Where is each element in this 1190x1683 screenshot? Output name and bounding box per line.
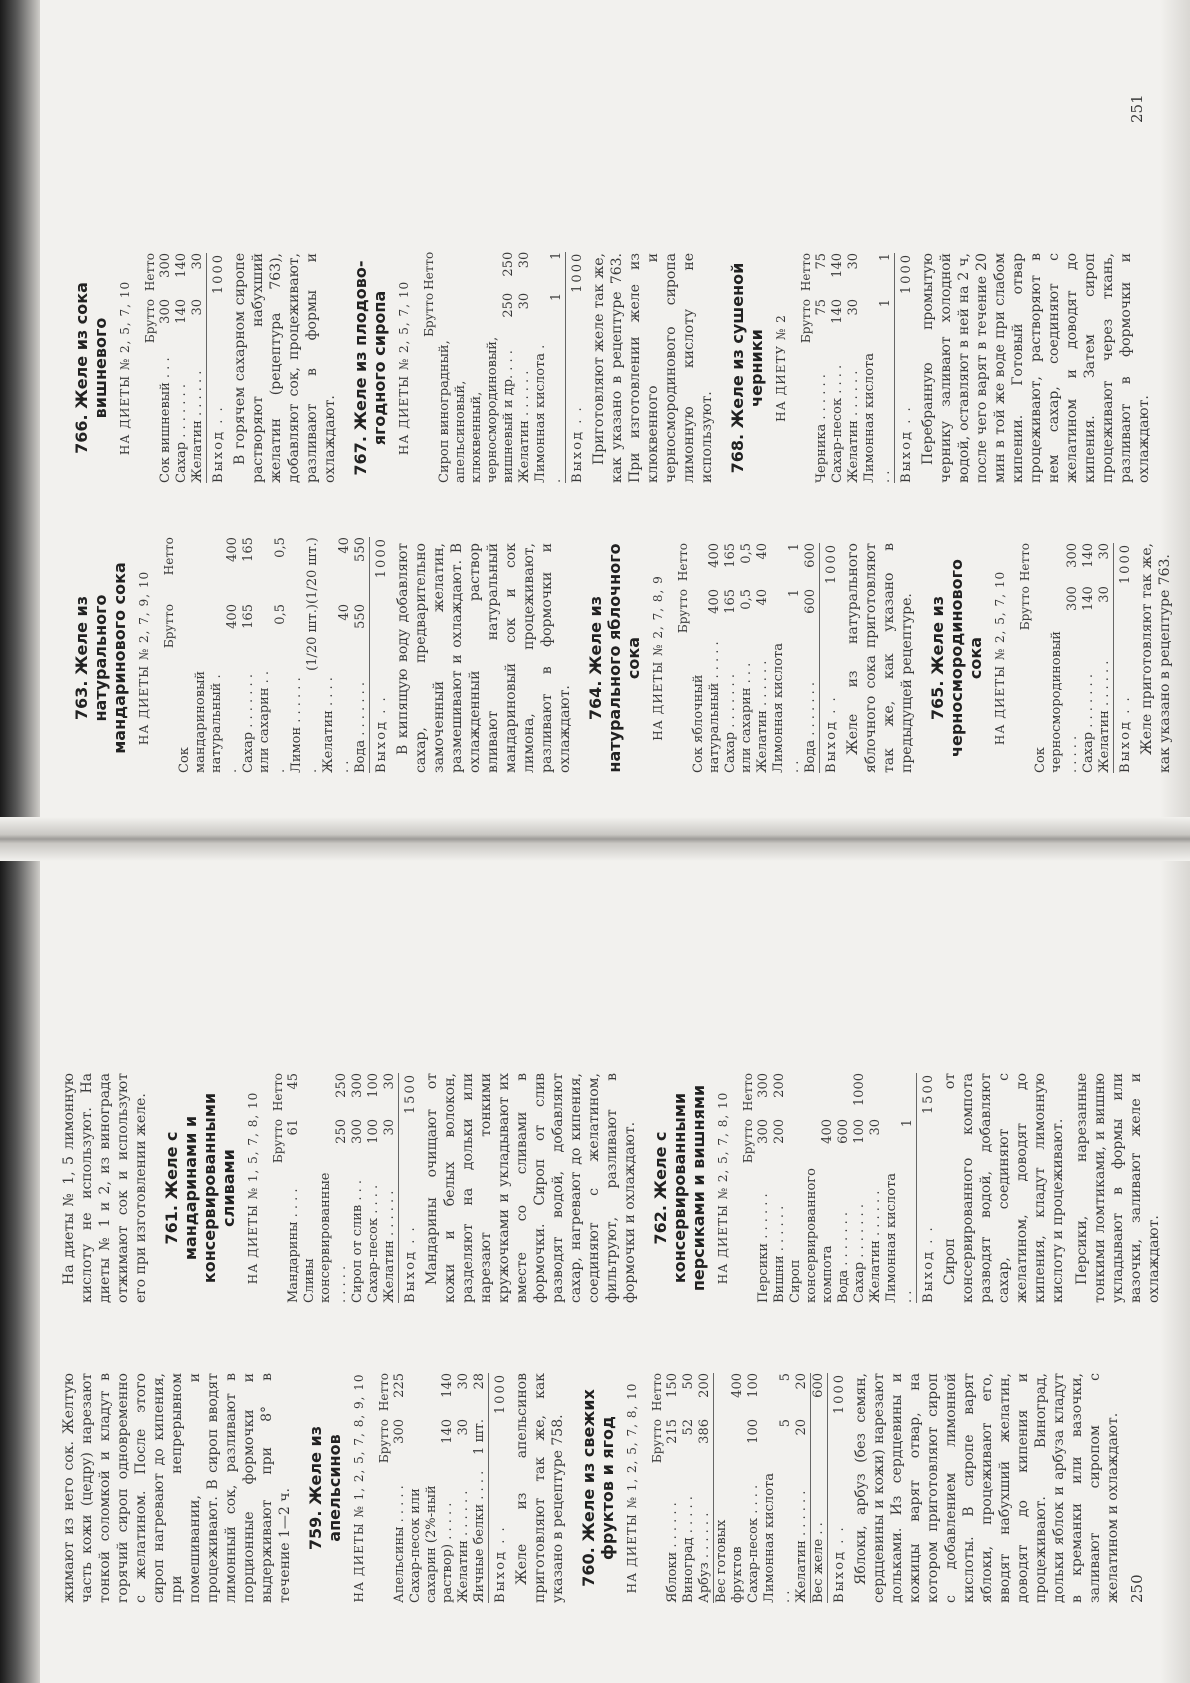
- table-row: Вода . . . . . . . 600 600: [803, 543, 818, 773]
- recipe-title: 760. Желе из свежих фруктов и ягод: [579, 1389, 617, 1587]
- table-row: Желатин . . . . . . 40 40: [755, 543, 770, 773]
- table-row: Персики . . . . . . 300 300: [756, 1073, 771, 1303]
- recipe-title: 761. Желе с мандаринами и консервированными сливами: [162, 1092, 238, 1284]
- recipe-761: [162, 1073, 639, 1303]
- recipe-text: Перебранную промытую чернику заливают холодной водой, оставляют в ней на 2 ч, после чего варят в течение 20 мин в той же воде при слабом кипении. Готовый отвар процеживают, растворяют в нем сахар, соединяют с желатином и доводят до кипения. Затем сироп процеживают через ткань, разливают в формочки и охлаждают.: [920, 253, 1152, 483]
- recipe-title: 767. Желе из плодово-ягодного сиропа: [351, 260, 389, 476]
- weight-row: Вес готовых фруктов 400: [714, 1373, 745, 1603]
- table-row: Желатин . . . . . . 30 30: [382, 1073, 397, 1303]
- table-header-row: Брутто Нетто: [676, 543, 690, 634]
- table-header-row: Брутто Нетто: [650, 1373, 664, 1464]
- recipe-763: [72, 537, 574, 773]
- table-row: Сироп виноградный, апельсиновый, клюквенный, черносмородиновый, вишневый и др. . . . 250 250: [437, 251, 516, 483]
- recipe-759: [306, 1373, 567, 1603]
- yield-row: Выход . . 1000: [820, 543, 841, 773]
- table-row: Сахар . . . . . . . 165 165: [241, 537, 256, 773]
- table-row: или сахарин . . . 0,5 0,5: [257, 537, 288, 773]
- ingredients-table: [142, 253, 227, 483]
- ingredients-table: [270, 1073, 419, 1303]
- jelly-weight-row: Вес желе . . 600: [811, 1373, 826, 1603]
- recipe-diets: НА ДИЕТЫ № 1, 2, 5, 7, 8, 10: [625, 1382, 639, 1594]
- recipe-text: Желе из натурального яблочного сока приготовляют так же, как указано в предыдущей рецептуре.: [845, 543, 915, 773]
- continued-paragraph: жимают из него сок. Желтую часть кожи (цедру) нарезают тонкой соломкой и кладут в горячий сироп одновременно с желатином. После этого сироп нагревают до кипения, при непрерывном помешивании, и процеживают. В сироп вводят лимонный сок, разливают в порционные формочки и выдерживают при 8° в течение 1—2 ч.: [61, 1373, 293, 1603]
- table-row: Сахар-песок . . . . 100 100: [366, 1073, 381, 1303]
- recipe-text: Персики, нарезанные тонкими ломтиками, и вишню укладывают в формы или вазочки, заливают желе и охлаждают.: [1074, 1073, 1162, 1303]
- ingredients-table: [649, 1373, 848, 1603]
- table-row: Сироп от слив . . . 300 300: [350, 1073, 365, 1303]
- recipe-text: Сироп от консервированного компота разводят водой, добавляют сахар, соединяют с желатином, доводят до кипения, кладут лимонную кислоту и процеживают.: [942, 1073, 1066, 1303]
- recipe-diets: НА ДИЕТЫ № 2, 5, 7, 10: [118, 280, 132, 456]
- table-row: Черника . . . . . . 75 75: [814, 253, 829, 483]
- right-column-1: [60, 537, 1180, 773]
- table-row: Желатин . . . . . . 30: [868, 1119, 883, 1303]
- table-row: Вода . . . . . . . 550 550: [353, 537, 368, 773]
- left-column-1: [60, 1373, 1128, 1603]
- table-row: Лимонная кислота . . 1: [884, 1119, 915, 1303]
- table-row: Сок яблочный натуральный . . . . . 400 400: [691, 543, 722, 773]
- recipe-title: 766. Желе из сока вишневого: [72, 282, 110, 454]
- left-page: [0, 843, 1190, 1683]
- recipe-diets: НА ДИЕТЫ № 1, 5, 7, 8, 10: [246, 1091, 260, 1285]
- recipe-title: 763. Желе из натурального мандаринового сока: [72, 562, 129, 754]
- table-row: Желатин . . . . . . 30 30: [456, 1373, 471, 1603]
- table-row: Мандарины . . . . 61 45: [286, 1073, 301, 1303]
- table-row: Арбуз . . . . . . 386 200: [697, 1373, 712, 1603]
- table-row: Лимонная кислота . . 1 1: [533, 251, 564, 483]
- ingredients-table: [376, 1373, 509, 1603]
- table-row: Сахар-песок или сахарин (2%-ный раствор) . . . . . 140 140: [408, 1373, 455, 1603]
- recipe-title: 759. Желе из апельсинов: [306, 1425, 344, 1551]
- yield-row: Выход . . 1000: [828, 1373, 849, 1603]
- recipe-760: [579, 1373, 1122, 1603]
- table-row: Сливы консервированные . . . . . 250 250: [302, 1073, 349, 1303]
- ingredients-table: [1017, 543, 1134, 773]
- recipe-diets: НА ДИЕТЫ № 1, 2, 5, 7, 8, 9, 10: [352, 1373, 366, 1603]
- ingredients-table: [798, 253, 915, 483]
- table-row: Сахар . . . . . . . 140 140: [1081, 543, 1096, 773]
- recipe-762: [651, 1073, 1163, 1303]
- table-header-row: Брутто Нетто: [377, 1373, 391, 1464]
- table-row: Сироп консервированного компота 400: [788, 1119, 835, 1303]
- yield-row: Выход . . 1000: [370, 537, 391, 773]
- table-row: или сахарин . . . 0,5 0,5: [739, 543, 754, 773]
- yield-row: Выход . . 1000: [207, 253, 228, 483]
- table-row: Сок черносмородиновый . . . . . 300 300: [1033, 543, 1080, 773]
- table-row: Желатин . . . . . . 30 30: [1097, 543, 1112, 773]
- yield-row: Выход . . 1000: [489, 1373, 510, 1603]
- recipe-766: [72, 253, 339, 483]
- left-column-2: [60, 1073, 1169, 1303]
- recipe-768: [728, 253, 1153, 483]
- recipe-text: Приготовляют желе так же, как указано в рецептуре 763. При изготовлении желе из клюквенного и черносмородинового сиропа лимонную кислоту не используют.: [591, 253, 715, 483]
- table-header-row: Брутто Нетто: [741, 1073, 755, 1164]
- table-row: Сахар . . . . . . . 140 140: [174, 253, 189, 483]
- table-header-row: Брутто Нетто: [1018, 543, 1032, 631]
- table-row: Сахар . . . . . . . 100 1000: [852, 1073, 867, 1303]
- page-number: 250: [1128, 1574, 1146, 1603]
- table-row: Вода . . . . . . . 600: [836, 1119, 851, 1303]
- recipe-diets: НА ДИЕТЫ № 2, 5, 7, 10: [397, 280, 411, 456]
- ingredients-table: [161, 537, 390, 773]
- table-header-row: Брутто Нетто: [143, 253, 157, 344]
- table-row: Сок мандариновый натуральный . . 400 400: [177, 537, 240, 773]
- table-row: Апельсины . . . . . 300 225: [392, 1373, 407, 1603]
- table-row: Желатин . . . . . . 30 30: [846, 253, 861, 483]
- table-row: Лимонная кислота . . 1 1: [771, 543, 802, 773]
- recipe-text: Желе приготовляют так же, как указано в рецептуре 763.: [1139, 543, 1173, 773]
- table-row: Желатин . . . . . . 30 30: [190, 253, 205, 483]
- table-row: Яичные белки . . . . 1 шт. 28: [472, 1373, 487, 1603]
- table-header-row: Брутто Нетто: [162, 537, 176, 649]
- yield-row: Выход . . 1000: [566, 252, 587, 483]
- recipe-text: Яблоки, арбуз (без семян, сердцевины и кожи) нарезают дольками. Из сердцевины и кожицы варят отвар, на котором приготовляют сироп с добавлением лимонной кислоты. В сиропе варят яблоки, процеживают его, вводят набухший желатин, доводят до кипения и процеживают. Виноград, дольки яблок и арбуза кладут в креманки или вазочки, заливают сиропом с желатином и охлаждают.: [853, 1373, 1121, 1603]
- table-header-row: Брутто Нетто: [271, 1073, 285, 1164]
- ingredients-table: [421, 252, 586, 483]
- recipe-diets: НА ДИЕТЫ № 2, 5, 7, 8, 10: [716, 1091, 730, 1285]
- recipe-diets: НА ДИЕТЫ № 2, 5, 7, 10: [993, 570, 1007, 746]
- recipe-764: [586, 543, 916, 773]
- table-row: Виноград . . . . . 52 50: [681, 1373, 696, 1603]
- table-row: Лимонная кислота . . 1 1: [862, 253, 893, 483]
- table-row: Сахар-песок . . . . 140 140: [830, 253, 845, 483]
- recipe-title: 768. Желе из сушеной черники: [728, 262, 766, 474]
- recipe-text: Мандарины очищают от кожи и белых волокон, разделяют на дольки или нарезают тонкими кружочками и укладывают их вместе со сливами в формочки. Сироп от слив разводят водой, добавляют сахар, нагревают до кипения, соединяют с желатином, фильтруют, разливают в формочки и охлаждают.: [424, 1073, 638, 1303]
- table-header-row: Брутто Нетто: [799, 253, 813, 344]
- recipe-diets: НА ДИЕТЫ № 2, 7, 9, 10: [137, 570, 151, 746]
- recipe-title: 762. Желе с консервированными персиками и вишнями: [651, 1084, 708, 1292]
- table-row: Сок вишневый . . . 300 300: [158, 253, 173, 483]
- table-row: Желатин . . . . . . 40 40: [321, 537, 352, 773]
- yield-row: Выход . . 1000: [1114, 543, 1135, 773]
- recipe-title: 765. Желе из черносмородинового сока: [928, 559, 985, 757]
- table-row: Желатин . . . . . . 20 20: [794, 1373, 809, 1603]
- continued-paragraph: На диеты № 1, 5 лимонную кислоту не используют. На диеты № 1 и 2, из винограда отжимают сок и используют его при изготовлении желе.: [61, 1073, 149, 1303]
- table-header-row: Брутто Нетто: [422, 251, 436, 337]
- ingredients-table: [675, 543, 840, 773]
- recipe-text: В горячем сахарном сиропе растворяют набухший желатин (рецептура 763), добавляют сок, процеживают, разливают в формы и охлаждают.: [232, 253, 338, 483]
- recipe-title: 764. Желе из натурального яблочного сока: [586, 543, 643, 773]
- yield-row: Выход . . 1500: [917, 1073, 938, 1303]
- recipe-diets: НА ДИЕТУ № 2: [774, 314, 788, 422]
- table-row: Желатин . . . . . . 30 30: [517, 251, 532, 483]
- table-row: Сахар . . . . . . . 165 165: [723, 543, 738, 773]
- ingredients-table: [740, 1073, 937, 1303]
- recipe-767: [351, 253, 716, 483]
- recipe-765: [928, 543, 1174, 773]
- right-column-2: [60, 253, 1159, 483]
- table-row: Яблоки . . . . . . 215 150: [665, 1373, 680, 1603]
- recipe-text: В кипящую воду добавляют сахар, предварительно замоченный желатин, размешивают и охлаждают. В охлажденный раствор вливают натуральный мандариновый сок и сок лимона, процеживают, разливают в формочки и охлаждают.: [395, 543, 573, 773]
- yield-row: Выход . . 1500: [399, 1073, 420, 1303]
- recipe-diets: НА ДИЕТЫ № 2, 7, 8, 9: [651, 575, 665, 741]
- table-row: Лимон . . . . . . . (1/20 шт.) (1/20 шт.): [289, 537, 320, 773]
- table-row: Сахар-песок . . . . 100 100: [746, 1373, 761, 1603]
- yield-row: Выход . . 1000: [895, 253, 916, 483]
- recipe-text: Желе из апельсинов приготовляют так же, как указано в рецептуре 758.: [514, 1373, 566, 1603]
- table-row: Лимонная кислота . . 5 5: [762, 1373, 793, 1603]
- page-number: 251: [1128, 94, 1146, 123]
- table-row: Вишни . . . . . . 200 200: [772, 1073, 787, 1303]
